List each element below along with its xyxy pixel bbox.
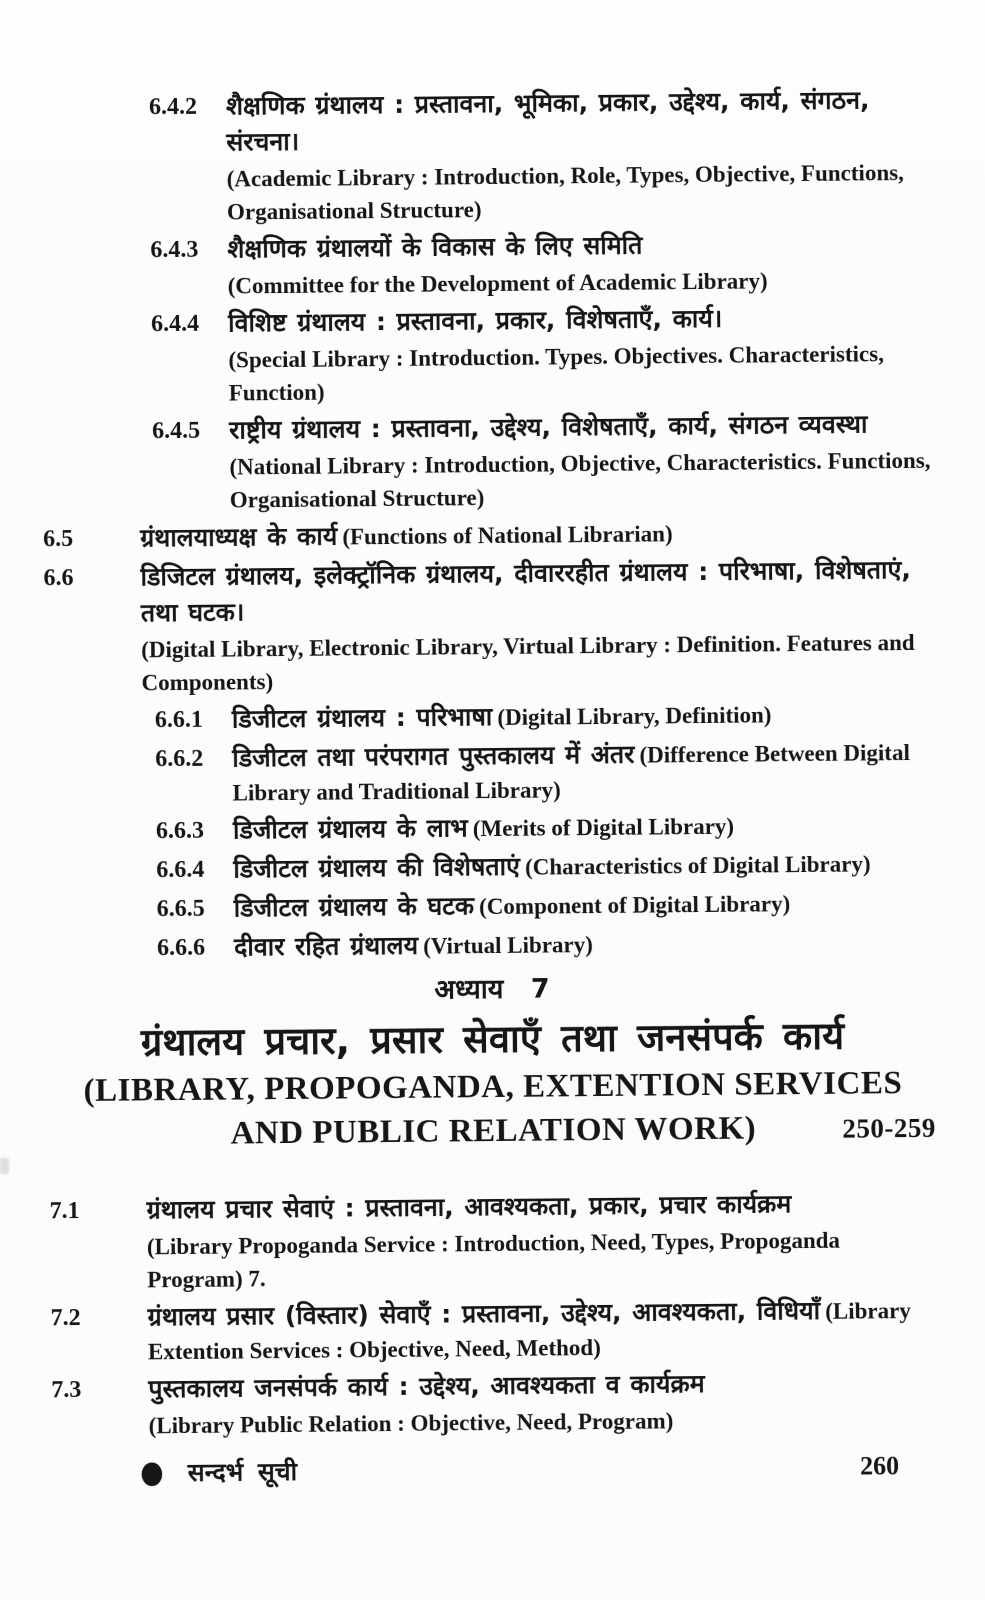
toc-entry-number: 7.3 (51, 1376, 82, 1404)
toc-entry-number: 6.6.1 (154, 706, 204, 734)
chapter-title-english-line2: AND PUBLIC RELATION WORK) (230, 1110, 757, 1152)
chapter-label: अध्याय 7 (434, 973, 550, 1006)
toc-entry-body (229, 406, 932, 517)
chapter-title-english-line2-row (49, 1105, 938, 1158)
toc-entry-hindi: पुस्तकालय जनसंपर्क कार्य : उद्देश्य, आवश्यकता व कार्यक्रम (148, 1369, 705, 1404)
chapter-7-heading (47, 967, 938, 1158)
toc-entry-hindi: डिजीटल ग्रंथालय की विशेषताएं (233, 851, 521, 884)
toc-entry-body (226, 82, 929, 229)
toc-entry-7-3 (51, 1364, 941, 1444)
toc-entry-body (148, 1364, 941, 1443)
toc-entry-body (227, 225, 930, 303)
toc-entry-english: (National Library : Introduction, Objective, Characteristics. Functions, Organisational Structure) (229, 447, 931, 513)
toc-entry-body (233, 845, 935, 888)
toc-entry-number: 6.4.3 (150, 236, 199, 264)
toc-entry-body (140, 513, 932, 557)
toc-entry-body (140, 552, 933, 700)
toc-entry-number: 6.4.5 (151, 417, 201, 445)
toc-entry-6-6-4 (156, 845, 935, 888)
toc-entry-6-6-3 (156, 806, 935, 849)
toc-entry-english: (Special Library : Introduction. Types. Objectives. Characteristics, Function) (228, 341, 884, 406)
bullet-icon: ● (139, 1454, 164, 1491)
toc-entry-hindi: डिजीटल ग्रंथालय के लाभ (232, 813, 468, 845)
toc-entry-hindi: डिजीटल ग्रंथालय : परिभाषा (231, 702, 493, 734)
toc-entry-body (233, 806, 935, 849)
toc-entry-6-6-1 (155, 695, 934, 738)
toc-entry-body (234, 923, 936, 966)
toc-entry-english: (Difference Between Digital Library and Traditional Library) (232, 740, 910, 806)
toc-entry-6-4-3 (150, 225, 930, 303)
toc-entry-english: (Functions of National Librarian) (342, 521, 673, 550)
toc-entry-hindi: डिजिटल ग्रंथालय, इलेक्ट्रॉनिक ग्रंथालय, दीवाररहीत ग्रंथालय : परिभाषा, विशेषताएं, तथा घटक। (140, 554, 911, 628)
toc-entry-body (234, 884, 936, 927)
toc-entry-number: 6.6 (43, 565, 74, 592)
toc-entry-hindi: विशिष्ट ग्रंथालय : प्रस्तावना, प्रकार, विशेषताएँ, कार्य। (227, 303, 723, 338)
chapter-page-range: 250-259 (842, 1112, 936, 1144)
toc-entry-english: (Virtual Library) (423, 932, 593, 959)
toc-entry-number: 7.1 (49, 1197, 80, 1225)
toc-entry-body (232, 734, 935, 810)
chapter-title-hindi: ग्रंथालय प्रचार, प्रसार सेवाएँ तथा जनसंपर्क कार्य (140, 1013, 845, 1065)
toc-entry-hindi: ग्रंथालय प्रचार सेवाएं : प्रस्तावना, आवश्यकता, प्रकार, प्रचार कार्यक्रम (146, 1189, 792, 1225)
toc-entry-hindi: डिजीटल तथा परंपरागत पुस्तकालय में अंतर (232, 739, 635, 773)
scan-smudge (0, 1158, 9, 1174)
reference-list-row (140, 1449, 899, 1490)
toc-entry-body (146, 1185, 939, 1297)
toc-entry-number: 6.4.2 (148, 93, 198, 121)
toc-entry-number: 6.6.3 (155, 817, 205, 845)
toc-entry-hindi: शैक्षणिक ग्रंथालयों के विकास के लिए समिति (227, 230, 643, 264)
toc-entry-hindi: डिजीटल ग्रंथालय के घटक (233, 891, 475, 923)
toc-entry-6-6-5 (157, 884, 936, 927)
reference-list-page-number: 260 (859, 1451, 900, 1481)
toc-entry-number: 7.2 (50, 1304, 81, 1332)
toc-entry-6-4-2 (149, 82, 929, 229)
toc-entry-7-2 (50, 1292, 940, 1370)
reference-list-label: सन्दर्भ सूची (187, 1456, 298, 1487)
toc-entry-6-5 (43, 513, 932, 558)
chapter-title-english-line1: (LIBRARY, PROPOGANDA, EXTENTION SERVICES (83, 1065, 903, 1109)
toc-entry-english: (Academic Library : Introduction, Role, Types, Objective, Functions, Organisational Structure) (226, 160, 904, 225)
toc-entry-hindi: शैक्षणिक ग्रंथालय : प्रस्तावना, भूमिका, प्रकार, उद्देश्य, कार्य, संगठन, संरचना। (225, 85, 870, 157)
toc-entry-english: (Characteristics of Digital Library) (524, 851, 871, 880)
toc-entry-english: (Digital Library, Definition) (497, 702, 772, 730)
toc-entry-english: (Merits of Digital Library) (472, 813, 735, 842)
toc-entry-hindi: ग्रंथालयाध्यक्ष के कार्य (140, 521, 338, 553)
toc-entry-hindi: दीवार रहित ग्रंथालय (233, 930, 419, 962)
toc-entry-hindi: राष्ट्रीय ग्रंथालय : प्रस्तावना, उद्देश्य, विशेषताएँ, कार्य, संगठन व्यवस्था (228, 409, 868, 445)
toc-entry-english: (Library Public Relation : Objective, Need, Program) (148, 1408, 674, 1439)
toc-entry-6-6-2 (155, 734, 935, 810)
toc-entry-6-4-5 (152, 406, 932, 517)
toc-entry-number: 6.4.4 (150, 310, 200, 338)
toc-entry-body (147, 1292, 940, 1369)
toc-entry-hindi: ग्रंथालय प्रसार (विस्तार) सेवाएँ : प्रस्तावना, उद्देश्य, आवश्यकता, विधियाँ (147, 1295, 821, 1332)
section-7-entries (49, 1185, 940, 1444)
toc-entry-6-6-6 (157, 923, 936, 966)
toc-entry-english: (Library Propoganda Service : Introduction, Need, Types, Propoganda Program) 7. (146, 1227, 841, 1293)
toc-entry-number: 6.6.5 (156, 895, 205, 923)
toc-entry-english: (Committee for the Development of Academic Library) (227, 268, 768, 299)
toc-entry-7-1 (49, 1185, 939, 1298)
toc-entry-number: 6.5 (43, 526, 74, 553)
toc-entry-english: (Digital Library, Electronic Library, Virtual Library : Definition. Features and Components) (141, 629, 915, 696)
toc-entry-number: 6.6.6 (156, 934, 206, 962)
toc-entry-number: 6.6.4 (156, 856, 205, 884)
toc-entry-number: 6.6.2 (155, 745, 204, 773)
toc-entry-english: (Component of Digital Library) (478, 891, 791, 920)
toc-entry-english: (Library Extention Services : Objective, Need, Method) (147, 1298, 911, 1365)
toc-entry-body (228, 299, 931, 410)
toc-entry-body (232, 695, 934, 738)
toc-entry-6-6 (43, 552, 933, 701)
toc-entry-6-4-4 (151, 299, 931, 410)
